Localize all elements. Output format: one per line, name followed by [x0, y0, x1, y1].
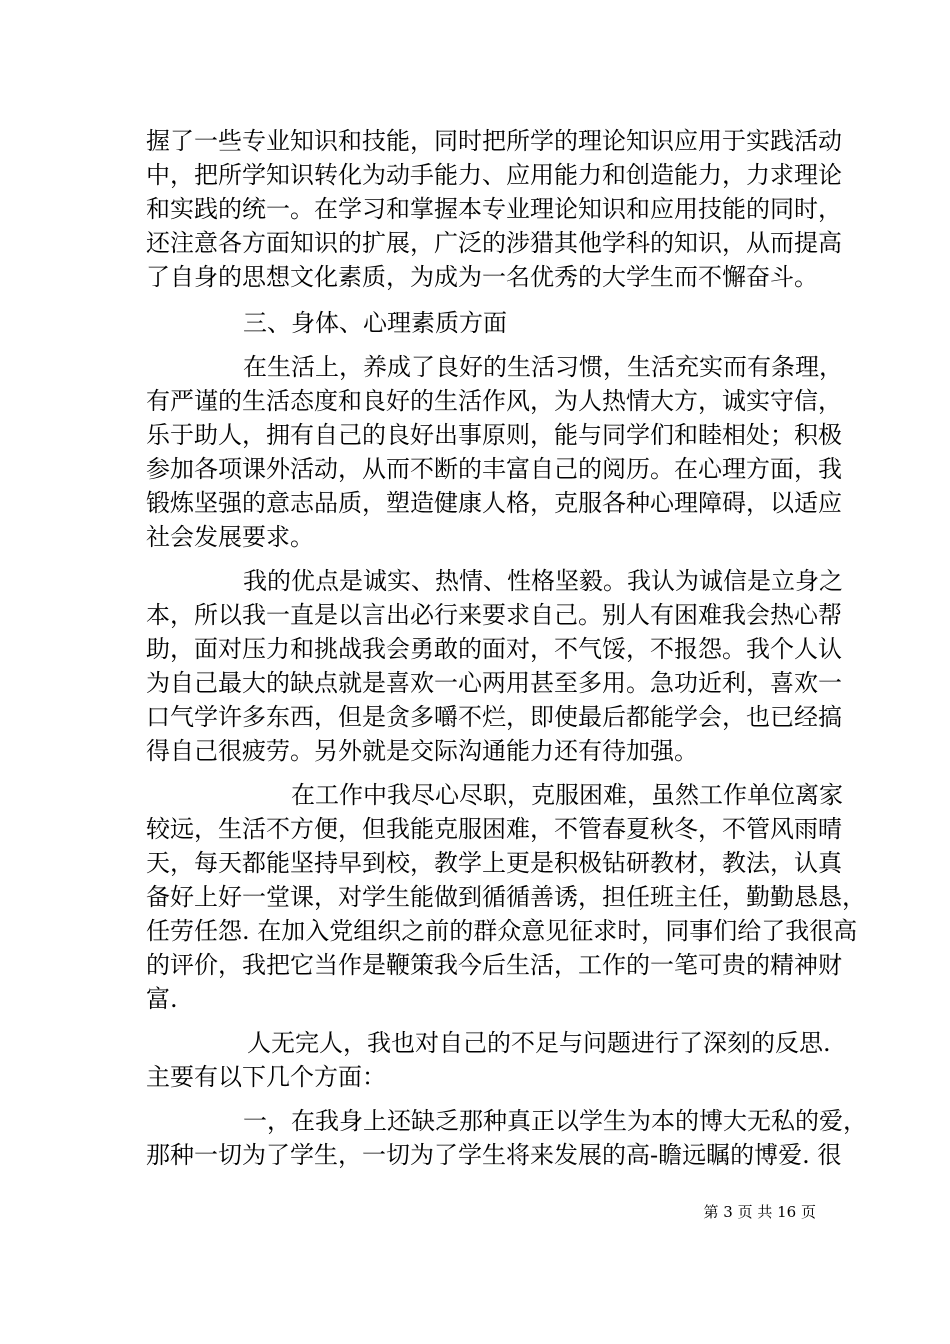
- text-line: 的评价，我把它当作是鞭策我今后生活，工作的一笔可贵的精神财: [146, 951, 842, 979]
- text-line: 有严谨的生活态度和良好的生活作风，为人热情大方，诚实守信，: [146, 387, 842, 415]
- text-line: 任劳任怨. 在加入党组织之前的群众意见征求时，同事们给了我很高: [146, 917, 858, 945]
- text-line: 助，面对压力和挑战我会勇敢的面对，不气馁，不报怨。我个人认: [146, 635, 842, 663]
- text-line: 较远，生活不方便，但我能克服困难，不管春夏秋冬，不管风雨晴: [146, 815, 842, 843]
- text-line: 社会发展要求。: [146, 523, 314, 551]
- text-line: 富.: [146, 985, 178, 1013]
- text-line: 锻炼坚强的意志品质，塑造健康人格，克服各种心理障碍，以适应: [146, 489, 842, 517]
- text-line: 在生活上，养成了良好的生活习惯，生活充实而有条理，: [243, 353, 843, 381]
- text-line: 一，在我身上还缺乏那种真正以学生为本的博大无私的爱，: [243, 1107, 867, 1135]
- text-line: 那种一切为了学生，一切为了学生将来发展的高-瞻远瞩的博爱. 很: [146, 1141, 842, 1169]
- text-line: 中，把所学知识转化为动手能力、应用能力和创造能力，力求理论: [146, 161, 842, 189]
- text-line: 得自己很疲劳。另外就是交际沟通能力还有待加强。: [146, 737, 698, 765]
- text-line: 和实践的统一。在学习和掌握本专业理论知识和应用技能的同时，: [146, 195, 842, 223]
- text-line: 人无完人，我也对自己的不足与问题进行了深刻的反思.: [247, 1029, 831, 1057]
- text-line: 为自己最大的缺点就是喜欢一心两用甚至多用。急功近利，喜欢一: [146, 669, 842, 697]
- text-line: 握了一些专业知识和技能，同时把所学的理论知识应用于实践活动: [146, 127, 842, 155]
- text-line: 天，每天都能坚持早到校，教学上更是积极钻研教材，教法，认真: [146, 849, 842, 877]
- section-heading: 三、身体、心理素质方面: [243, 309, 507, 337]
- text-line: 主要有以下几个方面：: [146, 1063, 386, 1091]
- text-line: 我的优点是诚实、热情、性格坚毅。我认为诚信是立身之: [243, 567, 843, 595]
- text-line: 参加各项课外活动，从而不断的丰富自己的阅历。在心理方面，我: [146, 455, 842, 483]
- text-line: 在工作中我尽心尽职，克服困难，虽然工作单位离家: [291, 781, 843, 809]
- text-line: 乐于助人，拥有自己的良好出事原则，能与同学们和睦相处；积极: [146, 421, 842, 449]
- text-line: 本，所以我一直是以言出必行来要求自己。别人有困难我会热心帮: [146, 601, 842, 629]
- text-line: 备好上好一堂课，对学生能做到循循善诱，担任班主任，勤勤恳恳，: [146, 883, 866, 911]
- text-line: 了自身的思想文化素质，为成为一名优秀的大学生而不懈奋斗。: [146, 263, 818, 291]
- text-line: 口气学许多东西，但是贪多嚼不烂，即使最后都能学会，也已经搞: [146, 703, 842, 731]
- text-line: 还注意各方面知识的扩展，广泛的涉猎其他学科的知识，从而提高: [146, 229, 842, 257]
- page-number-footer: 第 3 页 共 16 页: [703, 1203, 816, 1221]
